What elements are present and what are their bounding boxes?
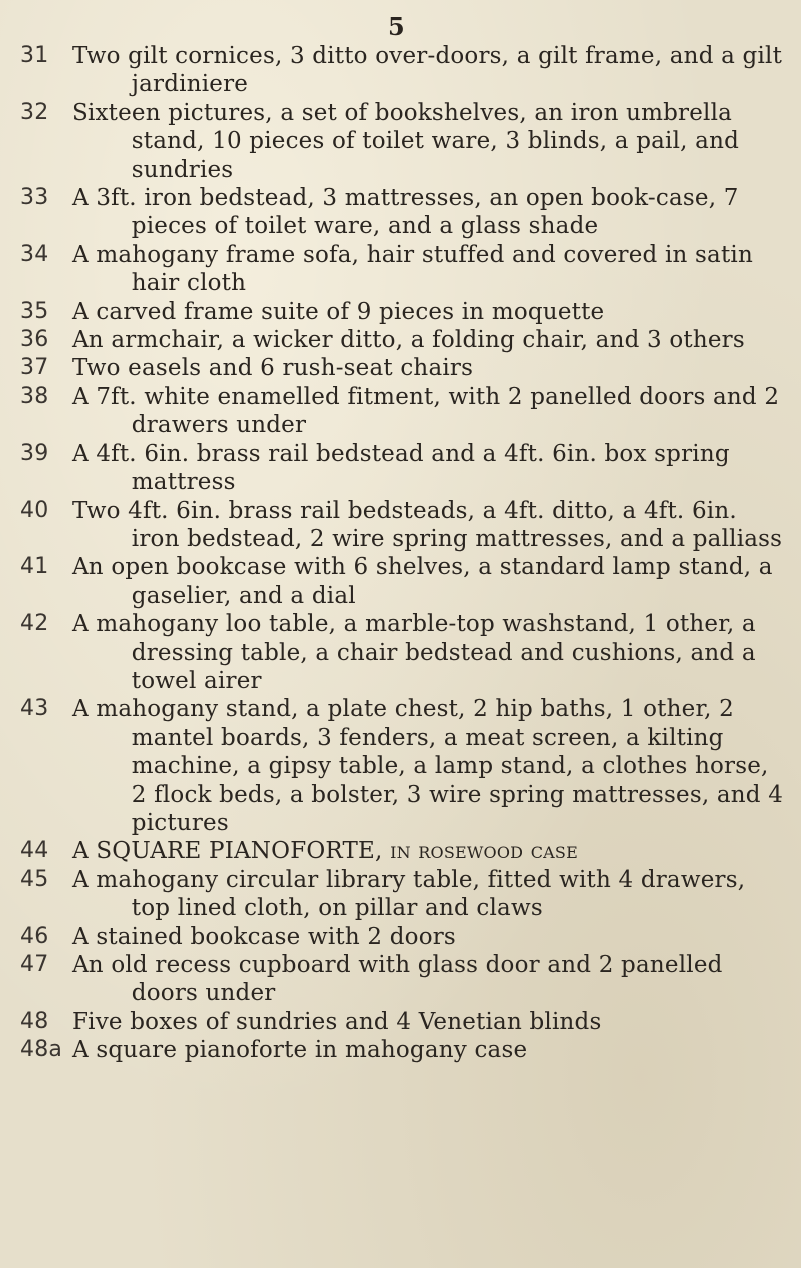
lot-entry (20, 241, 790, 298)
lot-entry (20, 951, 790, 1008)
lot-number: 48a (20, 1037, 63, 1063)
lot-entry (20, 553, 790, 610)
lot-number: 36 (20, 327, 49, 353)
lot-entry (20, 298, 790, 326)
lot-number: 31 (20, 43, 49, 68)
lot-number: 47 (20, 952, 49, 977)
lot-number: 35 (20, 298, 49, 324)
lot-number: 39 (20, 440, 49, 466)
lot-description: A SQUARE PIANOFORTE, in rosewood case (72, 838, 578, 865)
lot-description: An old recess cupboard with glass door and 2 panelled doors under (72, 952, 723, 1007)
lot-entry (20, 695, 790, 837)
lot-number: 44 (20, 838, 49, 864)
lot-entry (20, 610, 790, 695)
lot-description: A carved frame suite of 9 pieces in moquette (72, 298, 605, 325)
lot-number: 42 (20, 611, 49, 637)
lot-description: A square pianoforte in mahogany case (72, 1037, 528, 1064)
lot-entry (20, 923, 790, 951)
lot-number: 43 (20, 696, 49, 722)
lot-number: 48 (20, 1008, 49, 1034)
lot-entry (20, 1036, 790, 1064)
lot-number: 40 (20, 497, 49, 523)
lot-number: 32 (20, 99, 49, 125)
lot-entry (20, 497, 790, 554)
lot-description: A 4ft. 6in. brass rail bedstead and a 4ft. 6in. box spring mattress (72, 440, 730, 496)
lot-entry (20, 866, 790, 923)
lot-description: A 7ft. white enamelled fitment, with 2 panelled doors and 2 drawers under (72, 383, 780, 439)
lot-number: 46 (20, 923, 49, 949)
lot-description: Sixteen pictures, a set of bookshelves, an iron umbrella stand, 10 pieces of toilet ware, 3 blinds, a pail, and sundries (72, 99, 740, 183)
lot-entry (20, 440, 790, 497)
lot-description: A mahogany stand, a plate chest, 2 hip baths, 1 other, 2 mantel boards, 3 fenders, a meat screen, a kilting machine, a gipsy table, a lamp stand, a clothes horse, 2 flock beds, a bolster, 3 wire spring mattresses, and 4 pictures (72, 696, 784, 836)
lot-entry (20, 184, 790, 241)
lot-description: Two 4ft. 6in. brass rail bedsteads, a 4ft. ditto, a 4ft. 6in. iron bedstead, 2 wire spring mattresses, and a palliass (72, 497, 783, 552)
lot-description: A mahogany loo table, a marble-top washstand, 1 other, a dressing table, a chair bedstead and cushions, and a towel airer (72, 611, 756, 694)
lot-entry (20, 42, 790, 99)
lot-description: A mahogany circular library table, fitted with 4 drawers, top lined cloth, on pillar and claws (72, 866, 746, 922)
lot-description: A stained bookcase with 2 doors (72, 923, 456, 950)
lot-list (20, 42, 790, 1065)
lot-description: Two gilt cornices, 3 ditto over-doors, a gilt frame, and a gilt jardiniere (72, 43, 783, 98)
lot-number: 38 (20, 383, 49, 409)
lot-entry (20, 354, 790, 382)
lot-description: A mahogany frame sofa, hair stuffed and covered in satin hair cloth (72, 241, 753, 297)
lot-entry (20, 837, 790, 865)
lot-number: 34 (20, 241, 49, 267)
lot-description: An armchair, a wicker ditto, a folding chair, and 3 others (72, 327, 745, 354)
lot-description: A 3ft. iron bedstead, 3 mattresses, an open book-case, 7 pieces of toilet ware, and a glass shade (72, 185, 739, 240)
page-number: 5 (388, 12, 405, 41)
lot-entry (20, 383, 790, 440)
lot-number: 37 (20, 355, 49, 381)
lot-number: 33 (20, 185, 49, 211)
lot-description: Two easels and 6 rush-seat chairs (72, 355, 474, 382)
lot-entry (20, 1008, 790, 1036)
lot-description: Five boxes of sundries and 4 Venetian blinds (72, 1008, 602, 1035)
lot-number: 41 (20, 554, 49, 580)
lot-entry (20, 326, 790, 354)
lot-number: 45 (20, 866, 49, 892)
lot-description: An open bookcase with 6 shelves, a standard lamp stand, a gaselier, and a dial (72, 554, 773, 609)
lot-entry (20, 99, 790, 184)
